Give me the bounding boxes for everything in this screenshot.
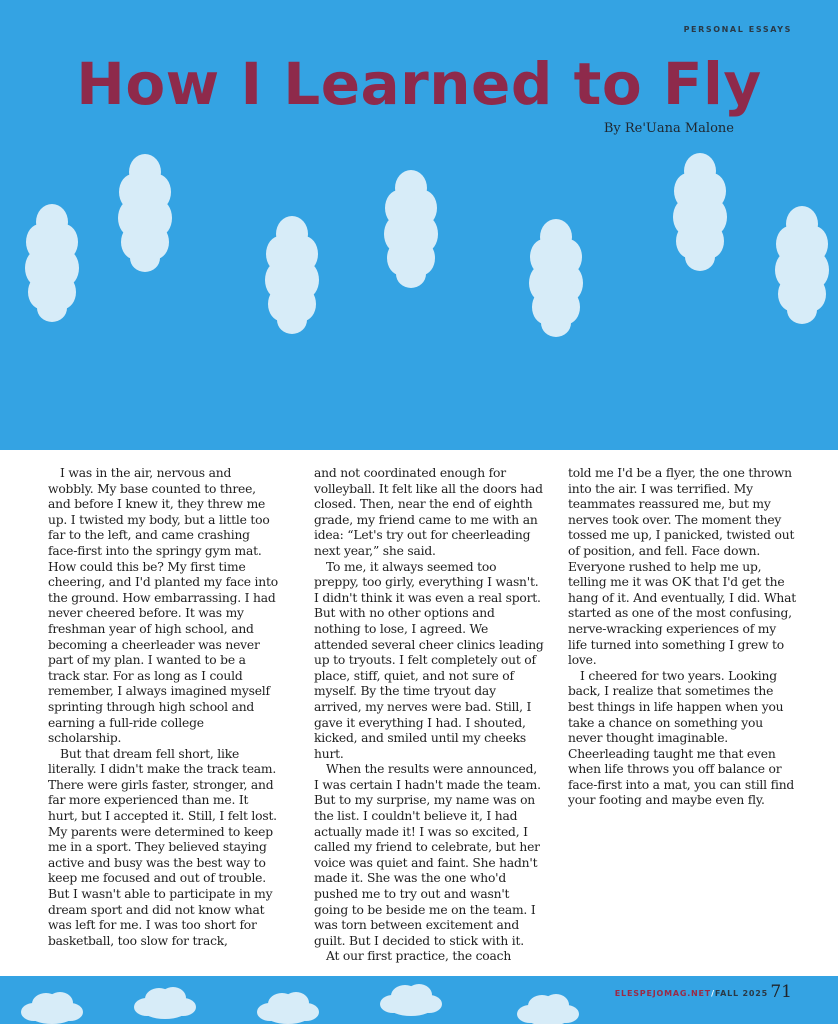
cloud-7	[775, 206, 829, 324]
cloud-4	[384, 170, 438, 288]
column-1	[48, 466, 278, 949]
paragraph: To me, it always seemed too preppy, too girly, everything I wasn't. I didn't think it was even a real sport. But with no other options and nothing to lose, I agreed. We attended several cheer clinics leading up to tryouts. I felt completely out of place, stiff, quiet, and not sure of myself. By the time tryout day arrived, my nerves were bad. Still, I gave it everything I had. I shouted, kicked, and smiled until my cheeks hurt.	[314, 559, 544, 761]
footer-separator: /	[711, 989, 715, 998]
footer-band	[0, 976, 838, 1024]
paragraph: But that dream fell short, like literally. I didn't make the track team. There were girls faster, stronger, and far more experienced than me. It hurt, but I accepted it. Still, I felt lost. My parents were determined to keep me in a sport. They believed staying active and busy was the best way to keep me focused and out of trouble. But I wasn't able to participate in my dream sport and did not know what was left for me. I was too short for basketball, too slow for track,	[48, 746, 277, 948]
site-link[interactable]: ELESPEJOMAG.NET	[614, 989, 712, 998]
article-title: How I Learned to Fly	[76, 50, 762, 118]
page-number: 71	[770, 982, 792, 1002]
hero-banner	[0, 0, 838, 450]
column-3	[568, 466, 798, 809]
paragraph: and not coordinated enough for volleyball. It felt like all the doors had closed. Then, near the end of eighth grade, my friend came to me with an idea: “Let's try out for cheerleading next year,” she said.	[314, 466, 543, 558]
paragraph: When the results were announced, I was certain I hadn't made the team. But to my surprise, my name was on the list. I couldn't believe it, I had actually made it! I was so excited, I called my friend to celebrate, but her voice was quiet and faint. She hadn't made it. She was the one who'd pushed me to try out and wasn't going to be beside me on the team. I was torn between excitement and guilt. But I decided to stick with it.	[314, 762, 541, 948]
cloud-2	[118, 154, 172, 272]
article-body	[48, 466, 796, 972]
footer-credit	[615, 989, 768, 998]
issue-label: FALL 2025	[714, 989, 768, 998]
cloud-1	[25, 204, 79, 322]
paragraph: I was in the air, nervous and wobbly. My base counted to three, and before I knew it, they threw me up. I twisted my body, but a little too far to the left, and came crashing face-first into the springy gym mat. How could this be? My first time cheering, and I'd planted my face into the ground. How embarrassing. I had never cheered before. It was my freshman year of high school, and becoming a cheerleader was never part of my plan. I wanted to be a track star. For as long as I could remember, I always imagined myself sprinting through high school and earning a full-ride college scholarship.	[48, 466, 278, 746]
cloud-5	[529, 219, 583, 337]
byline: By Re'Uana Malone	[603, 121, 734, 136]
column-2	[314, 466, 544, 965]
cloud-illustration	[0, 0, 838, 450]
cloud-3	[265, 216, 319, 334]
cloud-6	[673, 153, 727, 271]
paragraph: I cheered for two years. Looking back, I realize that sometimes the best things in life happen when you take a chance on something you never thought imaginable. Cheerleading taught me that even when life throws you off balance or face-first into a mat, you can still find your footing and maybe even fly.	[568, 668, 795, 808]
footer-clouds	[0, 976, 838, 1024]
paragraph: At our first practice, the coach	[326, 949, 512, 964]
paragraph: told me I'd be a flyer, the one thrown into the air. I was terrified. My teammates reassured me, but my nerves took over. The moment they tossed me up, I panicked, twisted out of position, and fell. Face down. Everyone rushed to help me up, telling me it was OK that I'd get the hang of it. And eventually, I did. What started as one of the most confusing, nerve-wracking experiences of my life turned into something I grew to love.	[568, 466, 796, 668]
section-label: PERSONAL ESSAYS	[683, 25, 792, 34]
